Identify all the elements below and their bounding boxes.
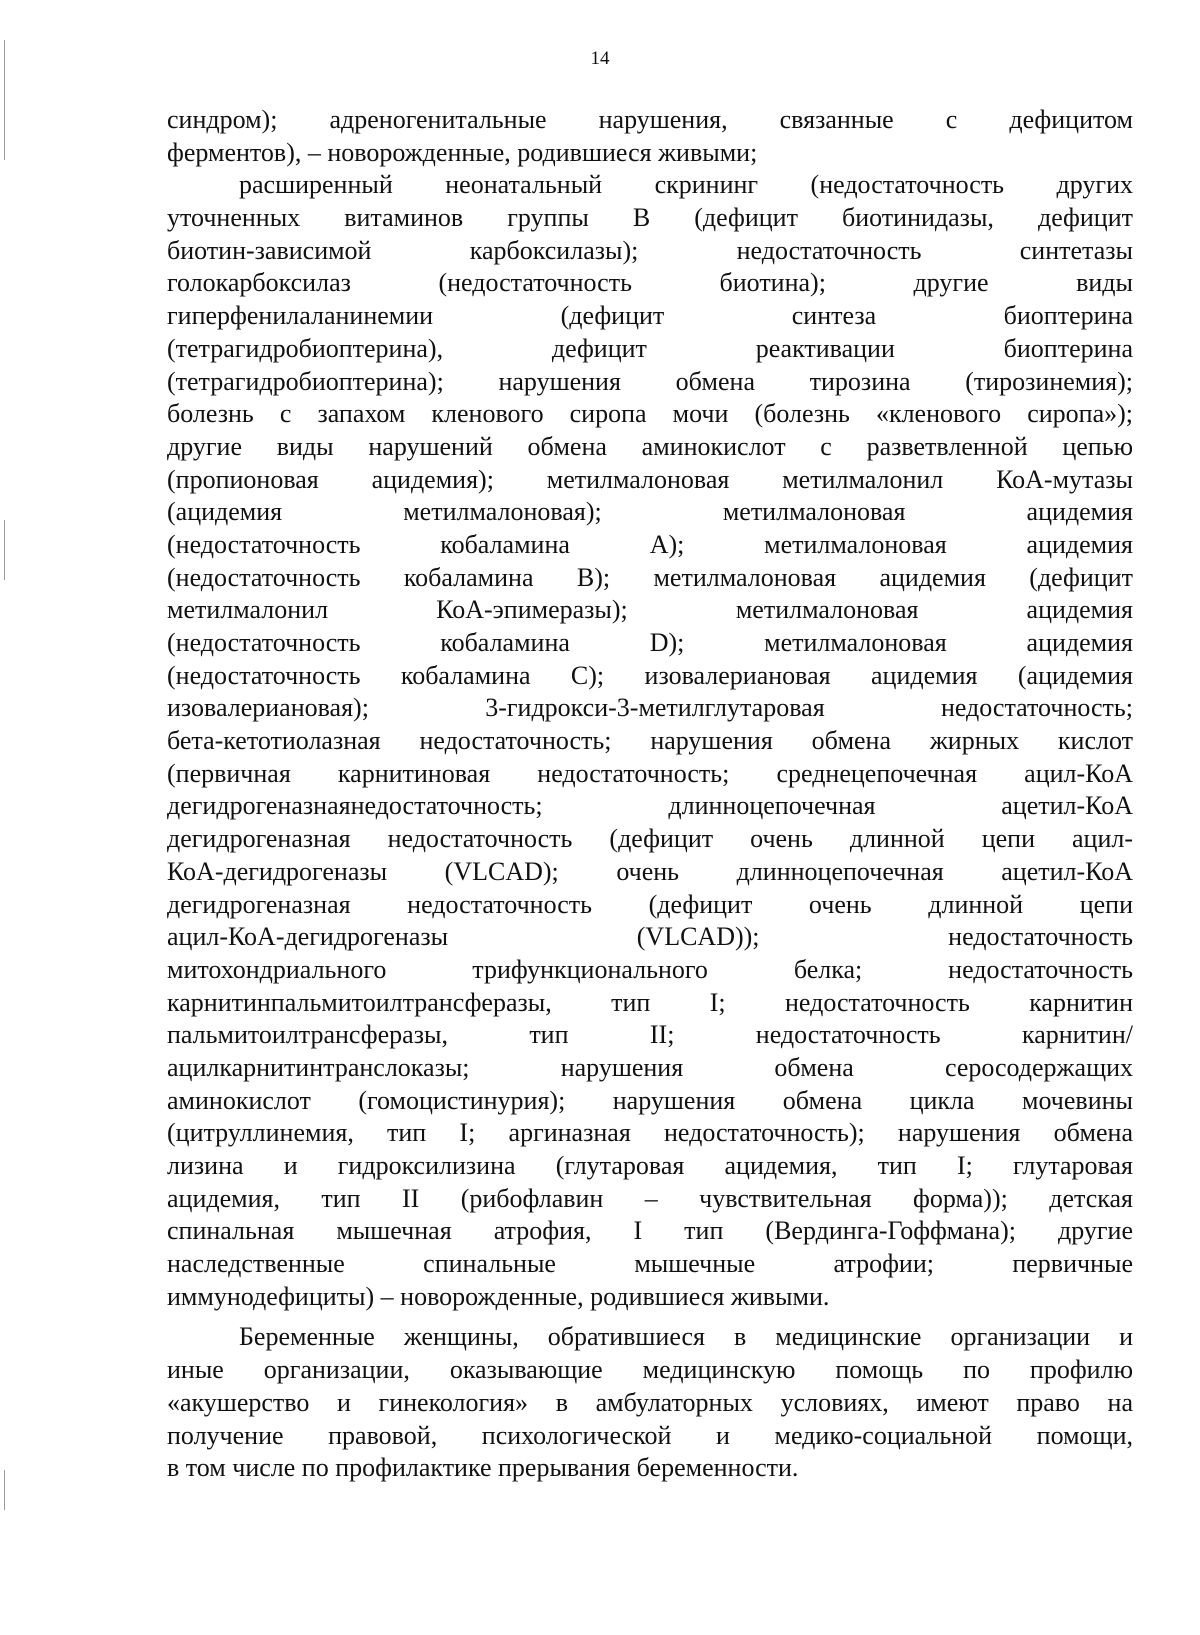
- text-line: ферментов), – новорожденные, родившиеся живыми;: [167, 137, 758, 167]
- scan-edge-mark: [4, 1470, 5, 1510]
- text-line: биотин-зависимой карбоксилазы); недостаточность синтетазы: [167, 235, 1133, 265]
- paragraph: [167, 104, 1133, 169]
- text-line: (недостаточность кобаламина В); метилмалоновая ацидемия (дефицит: [167, 562, 1133, 592]
- text-line: метилмалонил КоА-эпимеразы); метилмалоновая ацидемия: [167, 595, 1133, 625]
- text-line: спинальная мышечная атрофия, I тип (Вердинга-Гоффмана); другие: [167, 1216, 1133, 1246]
- text-line: ацил-КоА-дегидрогеназы (VLCAD)); недостаточность: [167, 922, 1133, 952]
- text-line: (цитруллинемия, тип I; аргиназная недостаточность); нарушения обмена: [167, 1118, 1133, 1148]
- text-line: ацилкарнитинтранслоказы; нарушения обмена серосодержащих: [167, 1052, 1133, 1082]
- text-line: иммунодефициты) – новорожденные, родившиеся живыми.: [167, 1281, 830, 1311]
- document-body: [167, 104, 1133, 1485]
- text-line: карнитинпальмитоилтрансферазы, тип I; недостаточность карнитин: [167, 987, 1133, 1017]
- text-line: синдром); адреногенитальные нарушения, связанные с дефицитом: [167, 105, 1133, 134]
- text-line: пальмитоилтрансферазы, тип II; недостаточность карнитин/: [167, 1020, 1133, 1050]
- text-line: в том числе по профилактике прерывания беременности.: [167, 1453, 799, 1483]
- text-line: дегидрогеназная недостаточность (дефицит очень длинной цепи ацил-: [167, 824, 1133, 854]
- text-line: другие виды нарушений обмена аминокислот с разветвленной цепью: [167, 431, 1133, 461]
- text-line: дегидрогеназная недостаточность (дефицит очень длинной цепи: [167, 889, 1133, 919]
- text-line: митохондриального трифункционального белка; недостаточность: [167, 954, 1133, 984]
- text-line: (тетрагидробиоптерина); нарушения обмена тирозина (тирозинемия);: [167, 366, 1133, 396]
- text-line: наследственные спинальные мышечные атрофии; первичные: [167, 1249, 1133, 1279]
- text-line: (первичная карнитиновая недостаточность; среднецепочечная ацил-КоА: [167, 758, 1133, 788]
- text-line: аминокислот (гомоцистинурия); нарушения обмена цикла мочевины: [167, 1085, 1133, 1115]
- text-line: расширенный неонатальный скрининг (недостаточность других: [239, 170, 1133, 200]
- text-line: дегидрогеназнаянедостаточность; длинноцепочечная ацетил-КоА: [167, 791, 1133, 821]
- text-line: (пропионовая ацидемия); метилмалоновая метилмалонил КоА-мутазы: [167, 464, 1133, 494]
- text-line: КоА-дегидрогеназы (VLCAD); очень длинноцепочечная ацетил-КоА: [167, 856, 1133, 886]
- text-line: (недостаточность кобаламина С); изовалериановая ацидемия (ацидемия: [167, 660, 1133, 690]
- text-line: голокарбоксилаз (недостаточность биотина); другие виды: [167, 268, 1133, 298]
- text-line: лизина и гидроксилизина (глутаровая ацидемия, тип I; глутаровая: [167, 1151, 1133, 1180]
- paragraph: [167, 1321, 1133, 1484]
- text-line: (ацидемия метилмалоновая); метилмалоновая ацидемия: [167, 497, 1133, 527]
- page-number: 14: [590, 48, 610, 69]
- text-line: ацидемия, тип II (рибофлавин – чувствительная форма)); детская: [167, 1183, 1133, 1213]
- text-line: Беременные женщины, обратившиеся в медицинские организации и: [239, 1322, 1133, 1352]
- text-line: (недостаточность кобаламина А); метилмалоновая ацидемия: [167, 529, 1133, 559]
- text-line: получение правовой, психологической и медико-социальной помощи,: [167, 1420, 1133, 1450]
- text-line: изовалериановая); 3-гидрокси-3-метилглутаровая недостаточность;: [167, 693, 1133, 723]
- text-line: «акушерство и гинекология» в амбулаторных условиях, имеют право на: [167, 1387, 1133, 1417]
- paragraph: [167, 169, 1133, 1313]
- text-line: иные организации, оказывающие медицинскую помощь по профилю: [167, 1355, 1133, 1385]
- text-line: уточненных витаминов группы В (дефицит биотинидазы, дефицит: [167, 203, 1133, 233]
- text-line: гиперфенилаланинемии (дефицит синтеза биоптерина: [167, 301, 1133, 331]
- text-line: болезнь с запахом кленового сиропа мочи (болезнь «кленового сиропа»);: [167, 399, 1133, 429]
- text-line: (недостаточность кобаламина D); метилмалоновая ацидемия: [167, 628, 1133, 657]
- scan-edge-mark: [4, 520, 5, 580]
- text-line: бета-кетотиолазная недостаточность; нарушения обмена жирных кислот: [167, 726, 1133, 756]
- text-line: (тетрагидробиоптерина), дефицит реактивации биоптерина: [167, 333, 1133, 363]
